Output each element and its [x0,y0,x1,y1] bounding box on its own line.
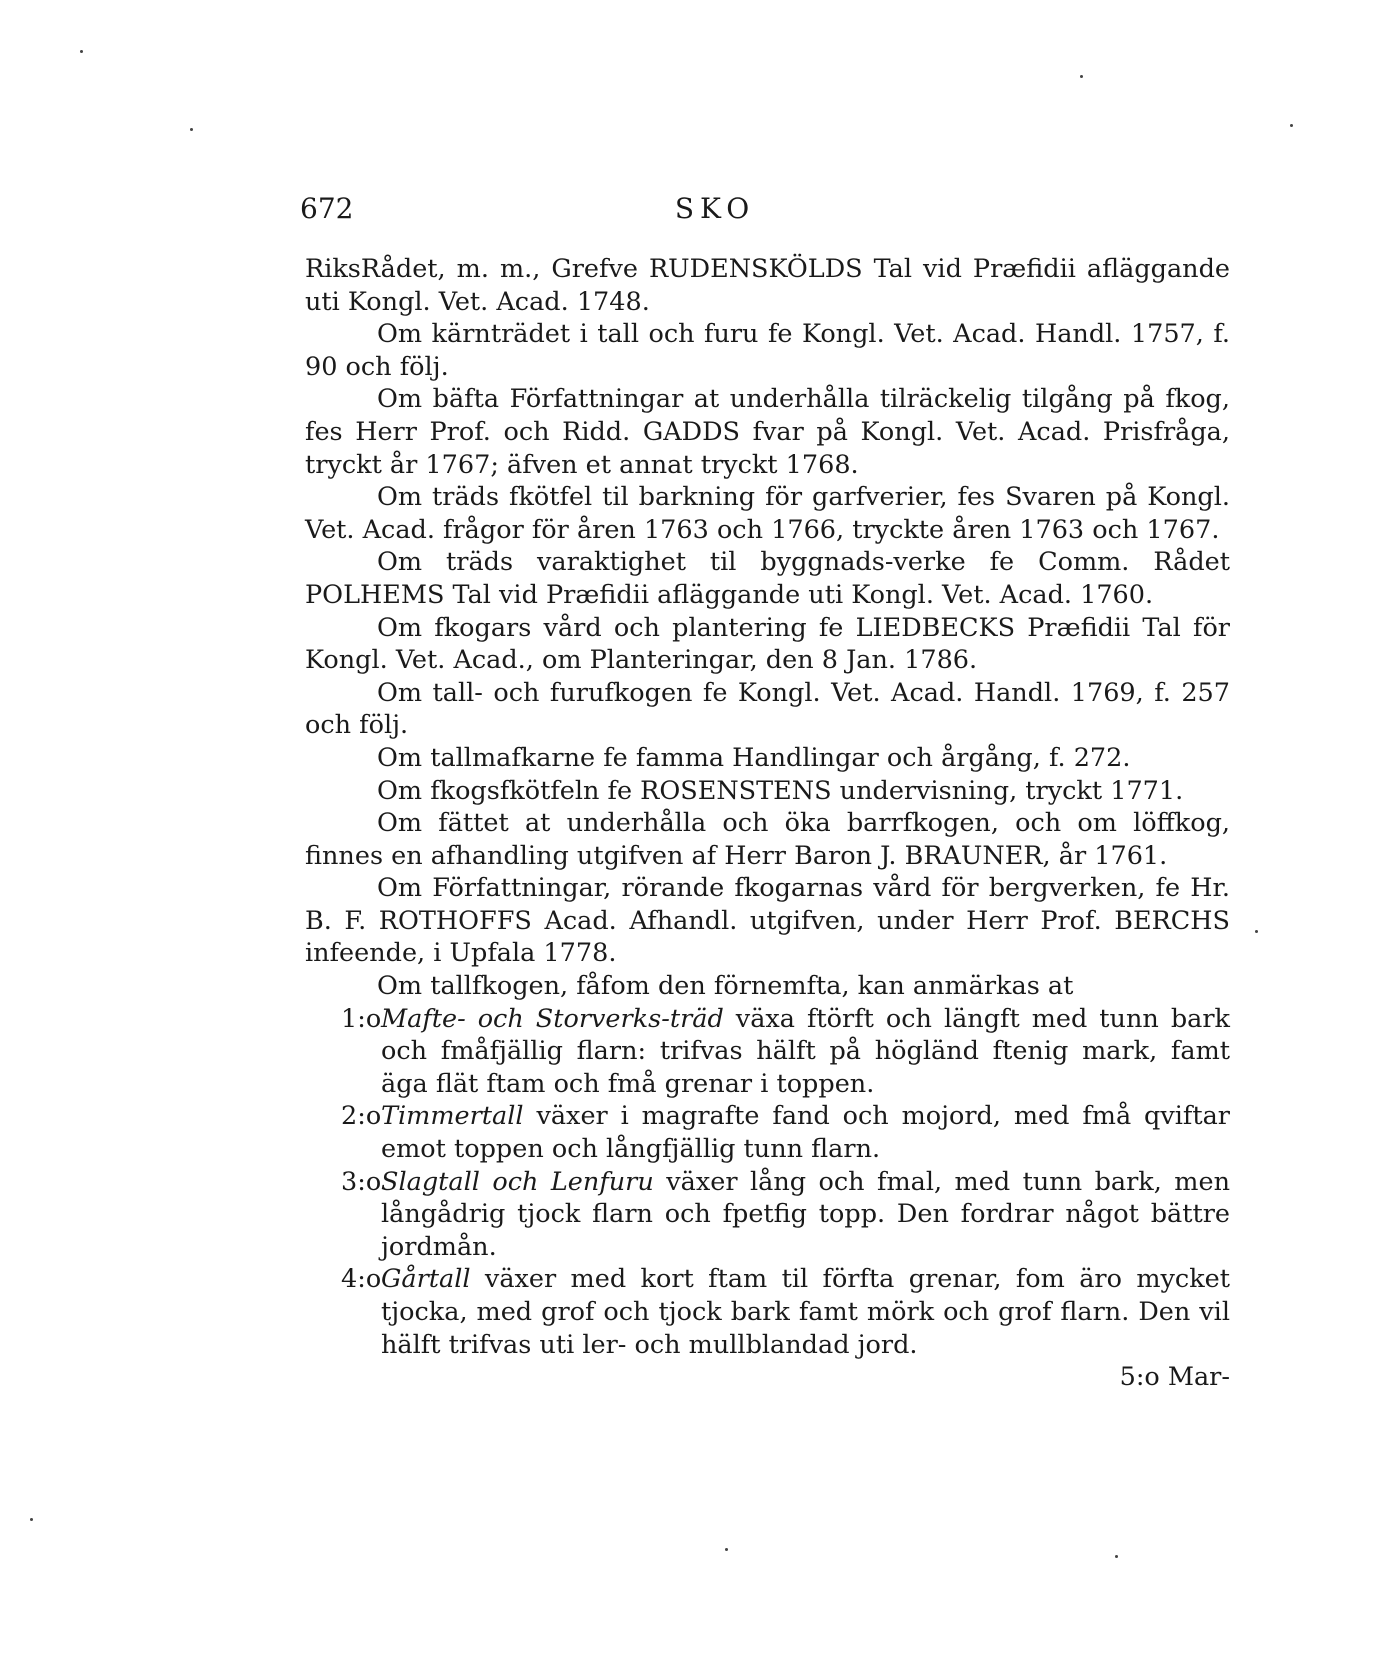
page-number: 672 [300,192,354,225]
paragraph: Om träds fkötfel til barkning för garfverier, fes Svaren på Kongl. Vet. Acad. frågor för åren 1763 och 1766, tryckte åren 1763 och 1767. [305,482,1230,545]
scan-speck [190,128,193,131]
list-item-number: 3:o [341,1166,382,1197]
list-item [305,1100,1230,1165]
list-item [305,1166,1230,1264]
list-item [305,1003,1230,1101]
paragraph: Om tallmafkarne fe famma Handlingar och årgång, f. 272. [377,742,1131,773]
list-item-term: Timmertall [381,1101,524,1132]
scan-speck [725,1548,728,1551]
paragraph: Om tallfkogen, fåfom den förnemfta, kan anmärkas at [377,971,1074,1002]
scan-speck [80,50,83,53]
list-item-term: Mafte- och Storverks-träd [381,1003,724,1034]
scan-speck [1080,75,1083,78]
catchword: 5:o Mar- [1119,1362,1230,1393]
paragraph: Om fkogsfkötfeln fe ROSENSTENS undervisning, tryckt 1771. [377,775,1184,806]
list-item-text: växer i magrafte fand och mojord, med fmå qviftar emot toppen och långfjällig tunn flarn. [381,1101,1230,1165]
list-item-term: Slagtall och Lenfuru [381,1166,654,1197]
list-item-term: Gårtall [381,1264,471,1295]
body-text [305,253,1230,1394]
list-item-number: 4:o [341,1264,382,1295]
list-item-number: 2:o [341,1101,382,1132]
paragraph: Om tall- och furufkogen fe Kongl. Vet. Acad. Handl. 1769, f. 257 och följ. [305,677,1230,741]
scan-speck [1255,930,1258,933]
list-item-number: 1:o [341,1003,382,1034]
paragraph: Om kärnträdet i tall och furu fe Kongl. Vet. Acad. Handl. 1757, f. 90 och följ. [305,319,1230,382]
paragraph: RiksRådet, m. m., Grefve RUDENSKÖLDS Tal vid Præfidii afläggande uti Kongl. Vet. Acad. 1748. [305,254,1230,317]
scan-speck [30,1518,33,1521]
paragraph: Om träds varaktighet til byggnads-verke fe Comm. Rådet POLHEMS Tal vid Præfidii afläggande uti Kongl. Vet. Acad. 1760. [305,547,1230,610]
list-item-text: växa ftörft och längft med tunn bark och fmåfjällig flarn: trifvas hälft på högländ ftenig mark, famt äga flät ftam och fmå grenar i toppen. [381,1003,1230,1099]
list-item [305,1263,1230,1361]
paragraph: Om bäfta Författningar at underhålla tilräckelig tilgång på fkog, fes Herr Prof. och Ridd. GADDS fvar på Kongl. Vet. Acad. Prisfråga, tryckt år 1767; äfven et annat tryckt 1768. [305,384,1230,480]
list-item-text: växer med kort ftam til förfta grenar, fom äro mycket tjocka, med grof och tjock bark famt mörk och grof flarn. Den vil hälft trifvas uti ler- och mullblandad jord. [381,1264,1230,1360]
paragraph: Om fättet at underhålla och öka barrfkogen, och om löffkog, finnes en afhandling utgifven af Herr Baron J. BRAUNER, år 1761. [305,808,1230,871]
paragraph: Om fkogars vård och plantering fe LIEDBECKS Præfidii Tal för Kongl. Vet. Acad., om Planteringar, den 8 Jan. 1786. [305,612,1230,676]
scan-speck [1290,124,1293,127]
list-item-text: växer lång och fmal, med tunn bark, men långådrig tjock flarn och fpetfig topp. Den fordrar något bättre jordmån. [381,1166,1230,1262]
scan-speck [1115,1555,1118,1558]
paragraph: Om Författningar, rörande fkogarnas vård för bergverken, fe Hr. B. F. ROTHOFFS Acad. Afhandl. utgifven, under Herr Prof. BERCHS infeende, i Upfala 1778. [305,873,1230,969]
running-head: SKO [674,192,756,225]
